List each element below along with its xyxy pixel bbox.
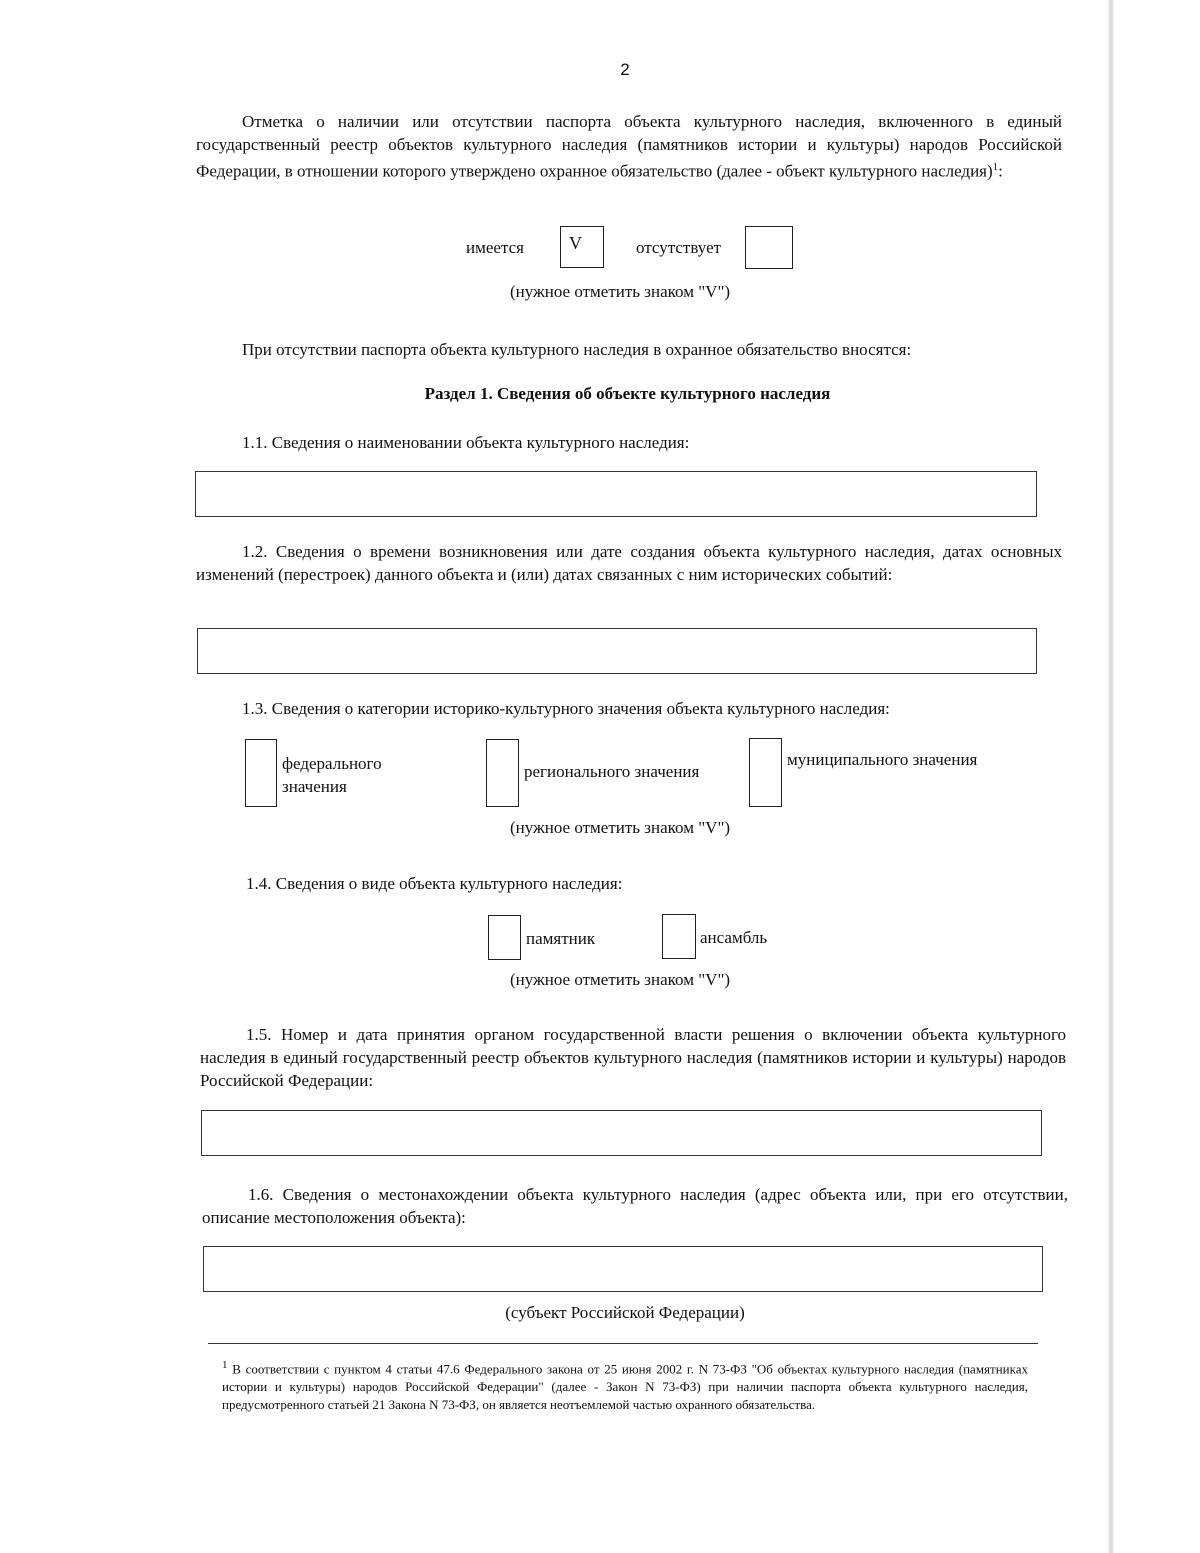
item-1-6: 1.6. Сведения о местонахождении объекта культурного наследия (адрес объекта или, при его отсутствии, описание местоположения объекта):: [202, 1185, 1068, 1227]
intro-text: Отметка о наличии или отсутствии паспорта объекта культурного наследия, включенного в единый государственный реестр объектов культурного наследия (памятников истории и культуры) народов Российской Федерации, в отношении которого утверждено охранное обязательство (далее - объект культурного наследия): [196, 112, 1062, 181]
item-1-3: 1.3. Сведения о категории историко-культурного значения объекта культурного наследия:: [242, 699, 890, 718]
kind-hint: (нужное отметить знаком "V"): [509, 970, 731, 989]
federal-label: федерального значения: [282, 754, 382, 796]
item-1-1: 1.1. Сведения о наименовании объекта культурного наследия:: [242, 433, 690, 452]
footnote-mark: 1: [222, 1359, 228, 1371]
item-1-2: 1.2. Сведения о времени возникновения или дате создания объекта культурного наследия, датах основных изменений (перестроек) данного объекта и (или) датах связанных с ним исторических событий:: [196, 542, 1062, 584]
category-hint: (нужное отметить знаком "V"): [509, 818, 731, 837]
footnote: [222, 1356, 1028, 1414]
item-1-4: 1.4. Сведения о виде объекта культурного наследия:: [246, 874, 623, 893]
monument-checkbox[interactable]: [488, 915, 521, 960]
municipal-label: муниципального значения: [787, 750, 978, 769]
page-number: 2: [620, 60, 630, 79]
location-field[interactable]: [203, 1246, 1043, 1292]
item-1-5: 1.5. Номер и дата принятия органом государственной власти решения о включении объекта культурного наследия в единый государственный реестр объектов культурного наследия (памятников истории и культуры) народов Российской Федерации:: [200, 1025, 1066, 1090]
passport-has-checkbox[interactable]: V: [560, 226, 604, 268]
ensemble-checkbox[interactable]: [662, 914, 696, 959]
passport-has-label: имеется: [466, 238, 524, 257]
absence-note: При отсутствии паспорта объекта культурного наследия в охранное обязательство вносятся:: [242, 340, 912, 359]
ensemble-label: ансамбль: [700, 928, 768, 947]
passport-hint: (нужное отметить знаком "V"): [509, 282, 731, 301]
name-field[interactable]: [195, 471, 1037, 517]
scan-edge: [1108, 0, 1114, 1553]
regional-checkbox[interactable]: [486, 739, 519, 807]
monument-label: памятник: [526, 929, 596, 948]
intro-paragraph: Отметка о наличии или отсутствии паспорта объекта культурного наследия, включенного в единый государственный реестр объектов культурного наследия (памятников истории и культуры) народов Российской Федерации, в отношении которого утверждено охранное обязательство (далее - объект культурного наследия)$^1$:: [196, 112, 1062, 181]
registry-decision-field[interactable]: [201, 1110, 1042, 1156]
passport-absent-checkbox[interactable]: [745, 226, 793, 269]
regional-label: регионального значения: [524, 762, 700, 781]
passport-absent-label: отсутствует: [636, 238, 722, 257]
subject-caption: (субъект Российской Федерации): [505, 1303, 745, 1322]
municipal-checkbox[interactable]: [749, 738, 782, 807]
footnote-text: В соответствии с пунктом 4 статьи 47.6 Федерального закона от 25 июня 2002 г. N 73-ФЗ "Об объектах культурного наследия (памятниках истории и культуры) народов Российской Федерации" (далее - Закон N 73-ФЗ) при наличии паспорта объекта культурного наследия, предусмотренного статьей 21 Закона N 73-ФЗ, он является неотъемлемой частью охранного обязательства.: [222, 1361, 1029, 1413]
section-title: Раздел 1. Сведения об объекте культурного наследия: [424, 384, 831, 403]
dates-field[interactable]: [197, 628, 1037, 674]
footnote-divider: [208, 1343, 1038, 1344]
federal-checkbox[interactable]: [245, 739, 277, 807]
footnote-ref: 1: [992, 161, 999, 173]
